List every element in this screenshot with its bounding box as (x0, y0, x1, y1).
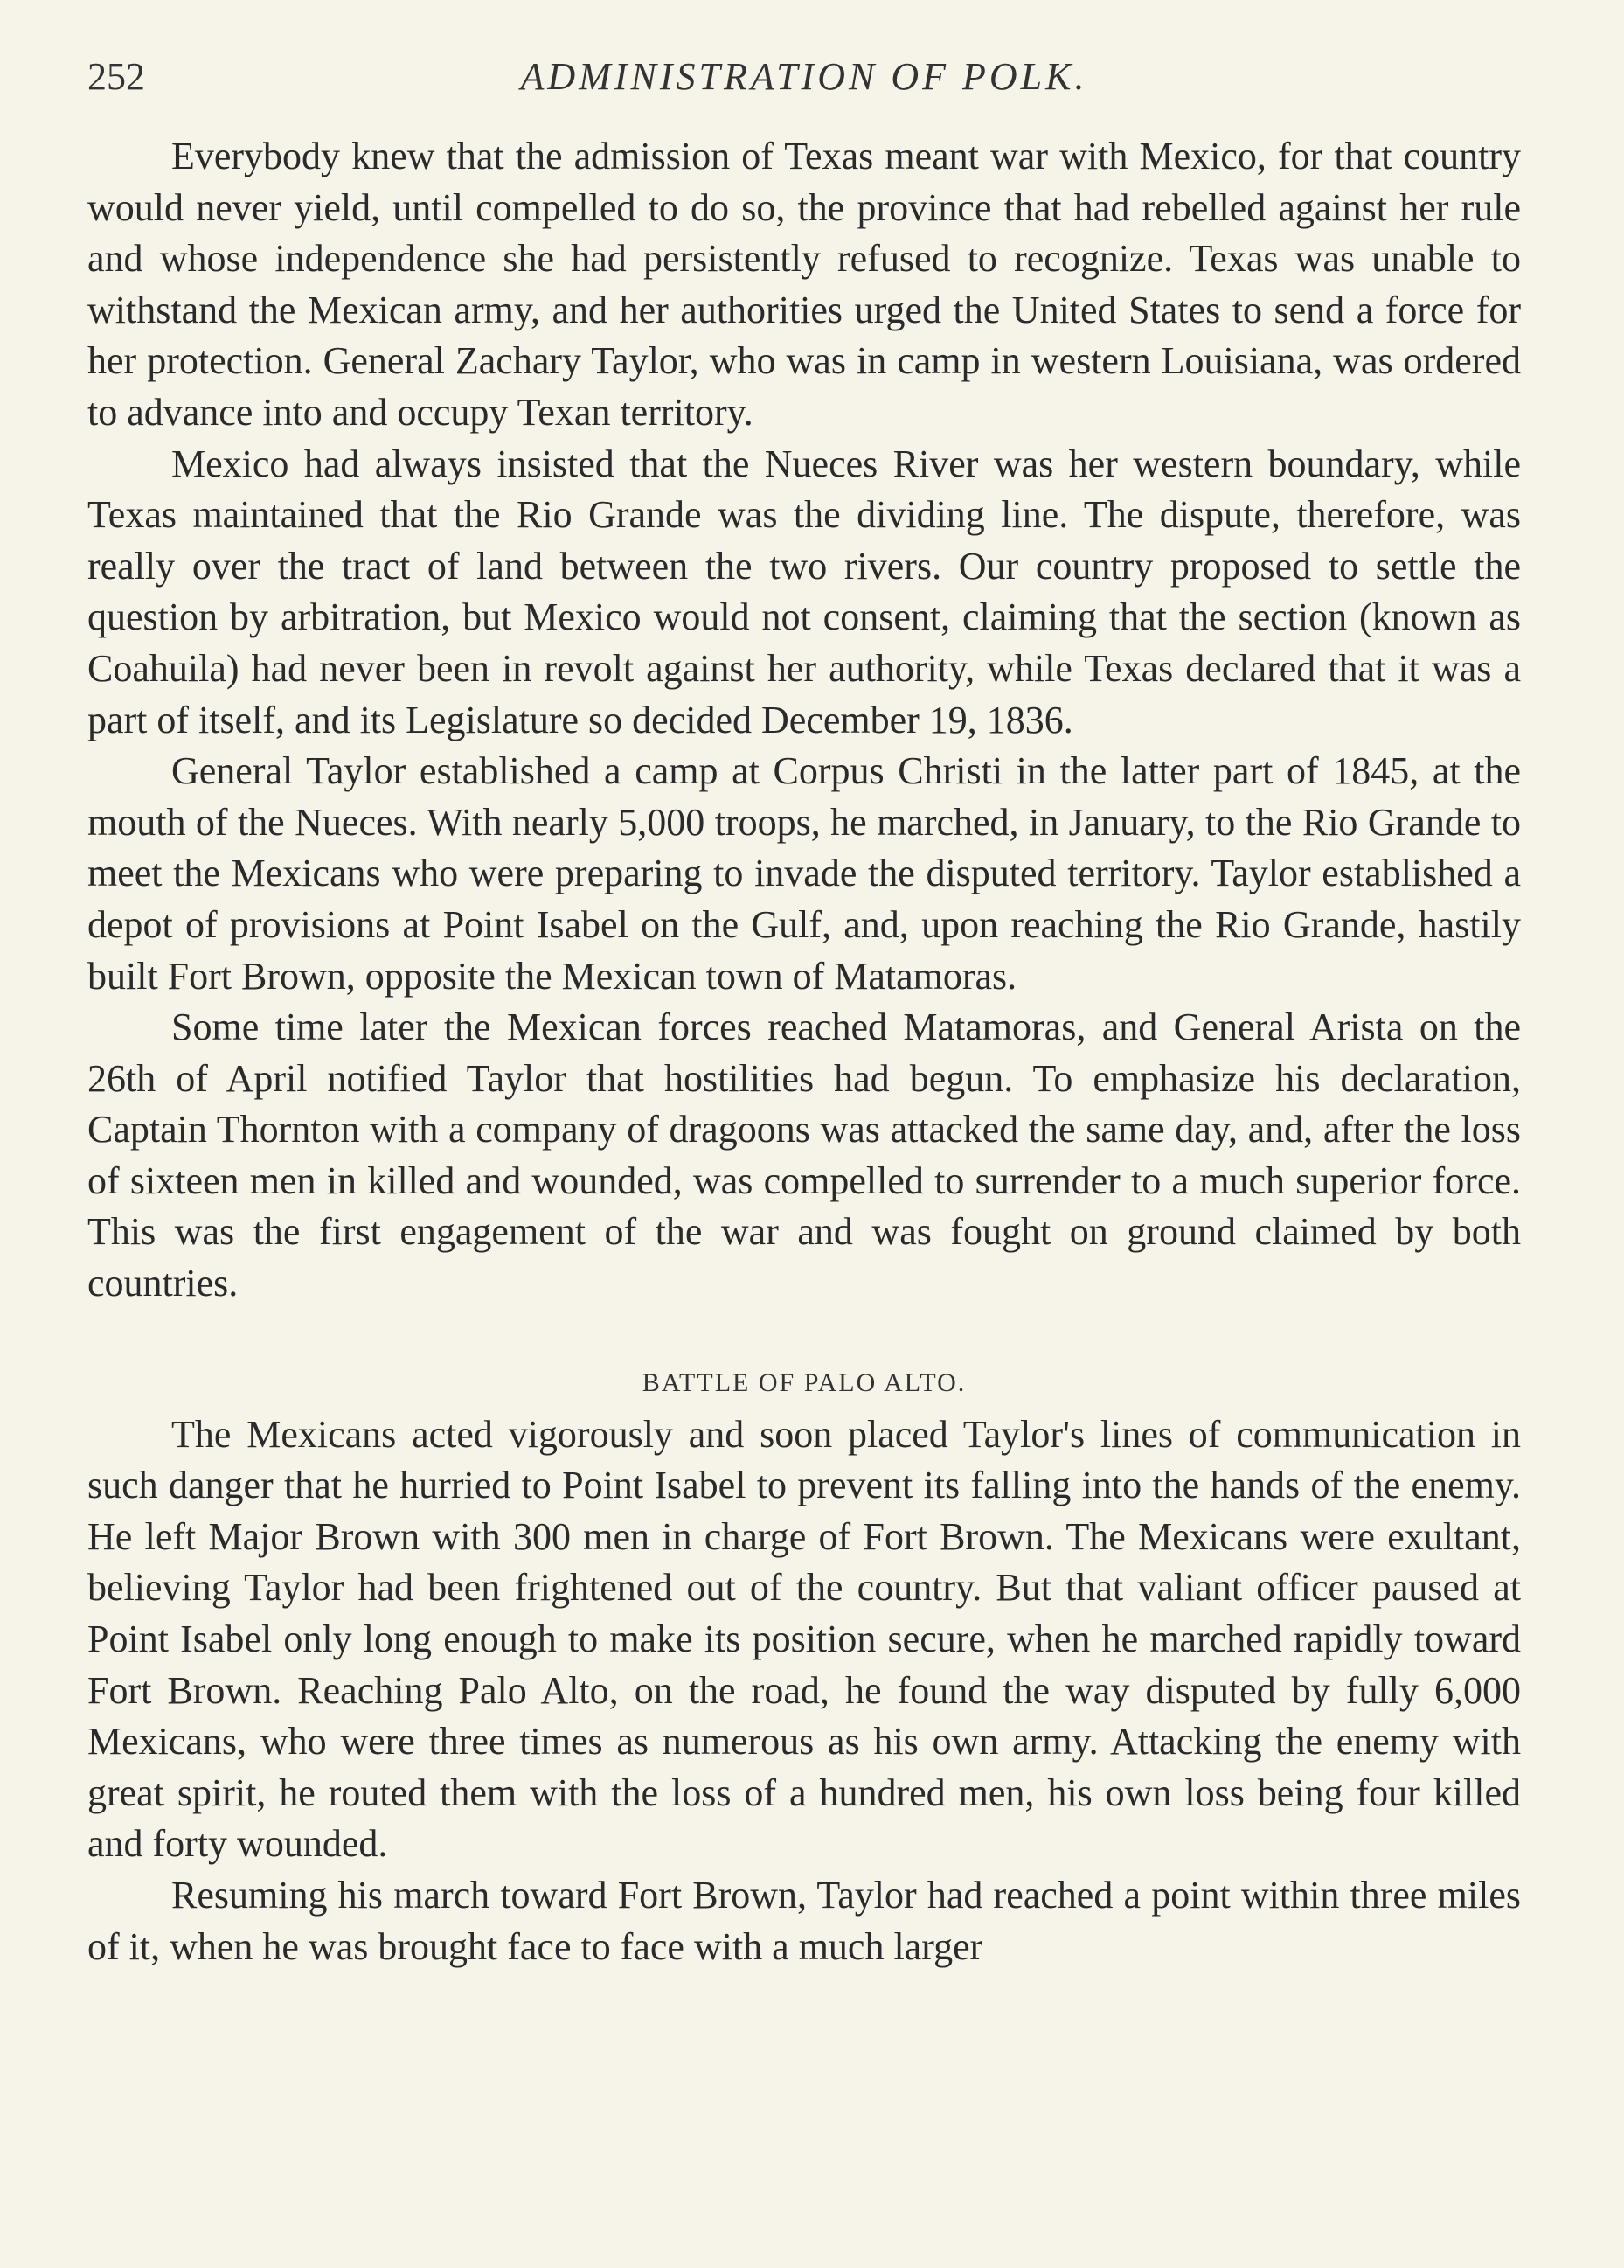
running-title: ADMINISTRATION OF POLK. (520, 55, 1088, 98)
paragraph-resuming-march: Resuming his march toward Fort Brown, Taylor had reached a point within three miles of it, when he was brought face to face with a much larger (87, 1874, 1521, 1968)
paragraph-corpus-christi: General Taylor established a camp at Corpus Christi in the latter part of 1845, at the mouth of the Nueces. With nearly 5,000 troops, he marched, in January, to the Rio Grande to meet the Mexicans who were preparing to invade the disputed territory. Taylor established a depot of provisions at Point Isabel on the Gulf, and, upon reaching the Rio Grande, hastily built Fort Brown, opposite the Mexican town of Matamoras. (87, 749, 1521, 998)
paragraph-boundary-dispute: Mexico had always insisted that the Nueces River was her western boundary, while Texas maintained that the Rio Grande was the dividing line. The dispute, therefore, was really over the tract of land between the two rivers. Our country proposed to settle the question by arbitration, but Mexico would not consent, claiming that the section (known as Coahuila) had never been in revolt against her authority, while Texas declared that it was a part of itself, and its Legislature so decided December 19, 1836. (87, 442, 1521, 741)
page-number: 252 (87, 55, 145, 98)
running-head (87, 51, 1521, 103)
body-text (87, 131, 1521, 1972)
paragraph-hostilities-begun: Some time later the Mexican forces reached Matamoras, and General Arista on the 26th of April notified Taylor that hostilities had begun. To emphasize his declaration, Captain Thornton with a company of dragoons was attacked the same day, and, after the loss of sixteen men in killed and wounded, was compelled to surrender to a much superior force. This was the first engagement of the war and was fought on ground claimed by both countries. (87, 1005, 1521, 1305)
paragraph-texas-admission: Everybody knew that the admission of Texas meant war with Mexico, for that country would never yield, until compelled to do so, the province that had rebelled against her rule and whose independence she had persistently refused to recognize. Texas was unable to withstand the Mexican army, and her authorities urged the United States to send a force for her protection. General Zachary Taylor, who was in camp in western Louisiana, was ordered to advance into and occupy Texan territory. (87, 135, 1521, 434)
section-heading: BATTLE OF PALO ALTO. (642, 1367, 967, 1397)
paragraph-palo-alto: The Mexicans acted vigorously and soon placed Taylor's lines of communication in such danger that he hurried to Point Isabel to prevent its falling into the hands of the enemy. He left Major Brown with 300 men in charge of Fort Brown. The Mexicans were exultant, believing Taylor had been frightened out of the country. But that valiant officer paused at Point Isabel only long enough to make its position secure, when he marched rapidly toward Fort Brown. Reaching Palo Alto, on the road, he found the way disputed by fully 6,000 Mexicans, who were three times as numerous as his own army. Attacking the enemy with great spirit, he routed them with the loss of a hundred men, his own loss being four killed and forty wounded. (87, 1412, 1521, 1866)
